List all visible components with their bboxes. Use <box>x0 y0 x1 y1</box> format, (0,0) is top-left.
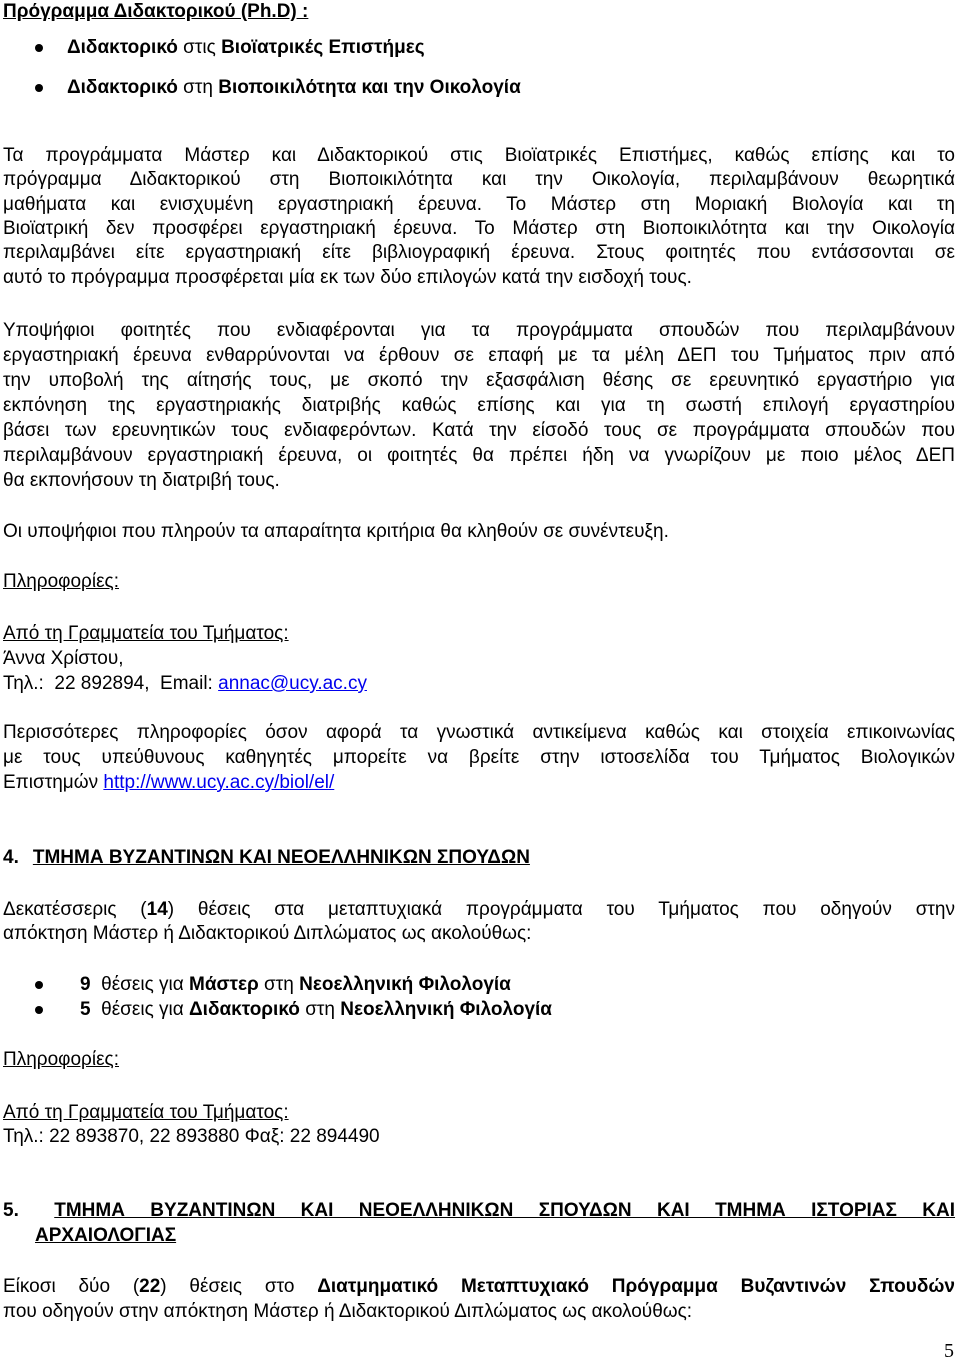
para4-line: με τους υπεύθυνους καθηγητές μπορείτε να βρείτε στην ιστοσελίδα του Τμήματος Βιολογικών <box>3 747 955 768</box>
info-label: Πληροφορίες: <box>3 571 119 592</box>
para2-line: βάσει των ερευνητικών τους ενδιαφερόντων. Κατά την είσοδό τους σε προγράμματα σπουδών που <box>3 420 955 441</box>
secretariat-label: Από τη Γραμματεία του Τμήματος: <box>3 1102 289 1123</box>
bullet-dot <box>35 84 43 92</box>
para1-line: πρόγραμμα Διδακτορικού στη Βιοποικιλότητα και την Οικολογία, περιλαμβάνουν θεωρητικά <box>3 169 955 190</box>
para2-line: Υποψήφιοι φοιτητές που ενδιαφέρονται για τα προγράμματα σπουδών που περιλαμβάνουν <box>3 320 955 341</box>
email-link[interactable]: annac@ucy.ac.cy <box>218 673 367 694</box>
phd-item-biomedical: Διδακτορικό στις Βιοϊατρικές Επιστήμες <box>67 37 425 58</box>
para3: Οι υποψήφιοι που πληρούν τα απαραίτητα κριτήρια θα κληθούν σε συνέντευξη. <box>3 521 669 542</box>
section4-item-master: 9 θέσεις για Μάστερ στη Νεοελληνική Φιλολογία <box>80 974 511 995</box>
contact-phone: Τηλ.: 22 893870, 22 893880 Φαξ: 22 894490 <box>3 1126 380 1147</box>
para1-line: αυτό το πρόγραμμα προσφέρεται μία εκ των δύο επιλογών κατά την εισδοχή τους. <box>3 267 692 288</box>
section4-intro-line2: απόκτηση Μάστερ ή Διδακτορικού Διπλώματος ως ακολούθως: <box>3 923 532 944</box>
section4-heading: 4. ΤΜΗΜΑ ΒΥΖΑΝΤΙΝΩΝ ΚΑΙ ΝΕΟΕΛΛΗΝΙΚΩΝ ΣΠΟΥΔΩΝ <box>3 847 530 868</box>
section4-intro: Δεκατέσσερις (14) θέσεις στα μεταπτυχιακά προγράμματα του Τμήματος που οδηγούν στην <box>3 899 955 920</box>
para2-line: εκπόνηση της εργαστηριακής διατριβής καθώς επίσης και για τη σωστή επιλογή εργαστηρίου <box>3 395 955 416</box>
phd-heading: Πρόγραμμα Διδακτορικού (Ph.D) : <box>3 1 309 22</box>
para1-line: Τα προγράμματα Μάστερ και Διδακτορικού στις Βιοϊατρικές Επιστήμες, καθώς επίσης και το <box>3 145 955 166</box>
para4-line: Περισσότερες πληροφορίες όσον αφορά τα γνωστικά αντικείμενα καθώς και στοιχεία επικοινωνίας <box>3 722 955 743</box>
contact-line: Τηλ.: 22 892894, Email: annac@ucy.ac.cy <box>3 673 367 694</box>
para1-line: Βιοϊατρική δεν προσφέρει εργαστηριακή έρευνα. Το Μάστερ στη Βιοποικιλότητα και την Οικολογία <box>3 218 955 239</box>
para1-line: μαθήματα και ενισχυμένη εργαστηριακή έρευνα. Το Μάστερ στη Μοριακή Βιολογία και τη <box>3 194 955 215</box>
para2-line: εργαστηριακή έρευνα ενθαρρύνονται να έρθουν σε επαφή με τα μέλη ΔΕΠ του Τμήματος πριν από <box>3 345 955 366</box>
website-link[interactable]: http://www.ucy.ac.cy/biol/el/ <box>103 772 335 793</box>
para2-line: θα εκπονήσουν τη διατριβή τους. <box>3 470 280 491</box>
bullet-dot <box>35 1006 43 1014</box>
para4-line: Επιστημών http://www.ucy.ac.cy/biol/el/ <box>3 772 335 793</box>
secretariat-label: Από τη Γραμματεία του Τμήματος: <box>3 623 289 644</box>
section5-heading-line2: ΑΡΧΑΙΟΛΟΓΙΑΣ <box>35 1225 177 1246</box>
section4-item-phd: 5 θέσεις για Διδακτορικό στη Νεοελληνική Φιλολογία <box>80 999 552 1020</box>
bullet-dot <box>35 44 43 52</box>
contact-name: Άννα Χρίστου, <box>3 648 124 669</box>
bullet-dot <box>35 981 43 989</box>
phd-item-biodiversity: Διδακτορικό στη Βιοποικιλότητα και την Οικολογία <box>67 77 521 98</box>
info-label: Πληροφορίες: <box>3 1049 119 1070</box>
section5-intro-line2: που οδηγούν στην απόκτηση Μάστερ ή Διδακτορικού Διπλώματος ως ακολούθως: <box>3 1301 693 1322</box>
page-number: 5 <box>944 1340 954 1362</box>
para2-line: περιλαμβάνουν εργαστηριακή έρευνα, οι φοιτητές θα πρέπει ήδη να γνωρίζουν με ποιο μέλος ΔΕΠ <box>3 445 955 466</box>
section5-heading: 5. ΤΜΗΜΑ ΒΥΖΑΝΤΙΝΩΝ ΚΑΙ ΝΕΟΕΛΛΗΝΙΚΩΝ ΣΠΟΥΔΩΝ ΚΑΙ ΤΜΗΜΑ ΙΣΤΟΡΙΑΣ ΚΑΙ <box>3 1200 956 1221</box>
section5-intro: Είκοσι δύο (22) θέσεις στο Διατμηματικό Μεταπτυχιακό Πρόγραμμα Βυζαντινών Σπουδών <box>3 1276 955 1297</box>
para1-line: περιλαμβάνει είτε εργαστηριακή είτε βιβλιογραφική έρευνα. Στους φοιτητές που εντάσσονται σε <box>3 242 955 263</box>
para2-line: την υποβολή της αίτησής τους, με σκοπό την εξασφάλιση θέσης σε ερευνητικό εργαστήριο για <box>3 370 955 391</box>
